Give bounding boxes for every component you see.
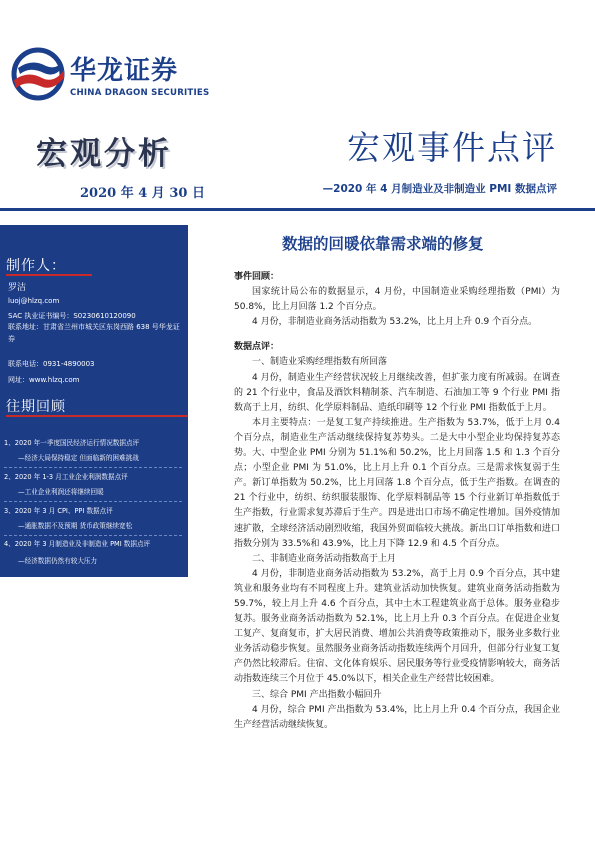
contact-address: 联系地址：甘肃省兰州市城关区东岗西路 638 号华龙证券 (8, 323, 180, 343)
report-type: 宏观分析 (36, 136, 172, 172)
history-item-2[interactable]: 2、2020 年 1-3 月工业企业利润数据点评 (4, 473, 128, 481)
section-paragraph: 4 月份，非制造业商务活动指数为 53.2%，高于上月 0.9 个百分点，其中建筑业和服务业均有不同程度上升。建筑业活动加快恢复。建筑业商务活动指数为 59.7%，较上月上升 4.6 个百分点，其中土木工程建筑业高于总体。服务业稳步复苏。服务业商务活动指数为 52.1%，比上月上升 0.3 个百分点。在促进企业复工复产、复商复市，扩大居民消费、增加公共消费等政策推动下，服务业多数行业业务活动稳步恢复。虽然服务业商务活动指数连续两个月回升，但部分行业复工复产仍然比较滞后。住宿、文化体育娱乐、居民服务等行业受疫情影响较大，商务活动指数连续三个月位于 45.0%以下，相关企业生产经营比较困难。 (234, 568, 560, 685)
history-item-4[interactable]: 4、2020 年 3 月制造业及非制造业 PMI 数据点评 (4, 540, 151, 548)
header-divider (0, 208, 595, 211)
logo-english-name: CHINA DRAGON SECURITIES (70, 88, 210, 98)
history-item-3-subtitle: —通胀数据不及预期 货币政策继续宽松 (18, 522, 133, 530)
logo-chinese-name: 华龙证券 (70, 56, 179, 86)
event-paragraph: 国家统计局公布的数据显示，4 月份，中国制造业采购经理指数（PMI）为 50.8%，比上月回落 1.2 个百分点。 (234, 287, 560, 313)
history-heading: 往期回顾 (6, 399, 66, 415)
history-item-2-subtitle: —工业企业利润还将继续回暖 (18, 488, 104, 496)
history-item-1[interactable]: 1、2020 年一季度国民经济运行情况数据点评 (4, 439, 140, 447)
history-separator (4, 535, 182, 536)
company-logo (8, 40, 210, 106)
author-heading: 制作人： (6, 258, 66, 274)
page-subtitle: —2020 年 4 月制造业及非制造业 PMI 数据点评 (322, 183, 557, 195)
report-body (234, 270, 560, 733)
section-paragraph: 4 月份，制造业生产经营状况较上月继续改善，但扩张力度有所减弱。在调查的 21 个行业中，食品及酒饮料精制茶、汽车制造、石油加工等 9 个行业 PMI 指数高于上月，纺织、化学原料制品、造纸印刷等 12 个行业 PMI 指数低于上月。 (234, 372, 560, 413)
author-name: 罗洁 (8, 283, 27, 293)
sidebar (0, 225, 188, 577)
review-heading: 数据点评： (234, 342, 280, 353)
section-paragraph: 4 月份，综合 PMI 产出指数为 53.4%，比上月上升 0.4 个百分点，我国企业生产经营活动继续恢复。 (234, 704, 560, 730)
website-link[interactable]: 网址：www.hlzq.com (8, 376, 80, 384)
dragon-emblem-icon (8, 40, 68, 106)
report-headline: 数据的回暖依靠需求端的修复 (282, 235, 484, 253)
section-heading-composite-pmi: 三、综合 PMI 产出指数小幅回升 (252, 689, 382, 700)
section-heading-manufacturing: 一、制造业采购经理指数有所回落 (252, 357, 388, 368)
history-item-3[interactable]: 3、2020 年 3 月 CPI、PPI 数据点评 (4, 507, 113, 515)
history-heading-rule (6, 415, 188, 417)
page-title: 宏观事件点评 (347, 128, 557, 167)
event-heading: 事件回顾： (234, 272, 280, 282)
section-heading-non-manufacturing: 二、非制造业商务活动指数高于上月 (252, 553, 397, 564)
author-email[interactable]: luoj@hlzq.com (8, 297, 60, 305)
history-separator (4, 501, 182, 502)
history-separator (4, 467, 182, 468)
spacer (234, 330, 560, 340)
history-item-4-subtitle: —经济数据仍然有较大压力 (18, 557, 98, 565)
event-paragraph: 4 月份，非制造业商务活动指数为 53.2%，比上月上升 0.9 个百分点。 (252, 317, 538, 328)
report-date: 2020 年 4 月 30 日 (80, 186, 205, 201)
sac-number: SAC 执业证书编号：S0230610120090 (8, 312, 136, 320)
section-paragraph: 本月主要特点：一是复工复产持续推进。生产指数为 53.7%，低于上月 0.4 个百分点，制造业生产活动继续保持复苏势头。二是大中小型企业均保持复苏态势。大、中型企业 PMI 分别为 51.1%和 50.2%，比上月回落 1.5 和 1.3 个百分点；小型企业 PMI 为 51.0%，比上月上升 0.1 个百分点。三是需求恢复弱于生产。新订单指数为 50.2%，比上月回落 1.8 个百分点，低于生产指数。在调查的 21 个行业中，纺织、纺织服装服饰、化学原料制品等 15 个行业新订单指数低于生产指数，行业需求复苏滞后于生产。四是进出口市场不确定性增加。国外疫情加速扩散，全球经济活动剧烈收缩，我国外贸面临较大挑战。新出口订单指数和进口指数分别为 33.5%和 43.9%，比上月下降 12.9 和 4.5 个百分点。 (234, 417, 560, 549)
history-item-1-subtitle: —经济大局保持稳定 但面临新的困难挑战 (18, 454, 139, 462)
author-heading-rule (6, 274, 92, 276)
contact-phone: 联系电话：0931-4890003 (8, 360, 95, 368)
